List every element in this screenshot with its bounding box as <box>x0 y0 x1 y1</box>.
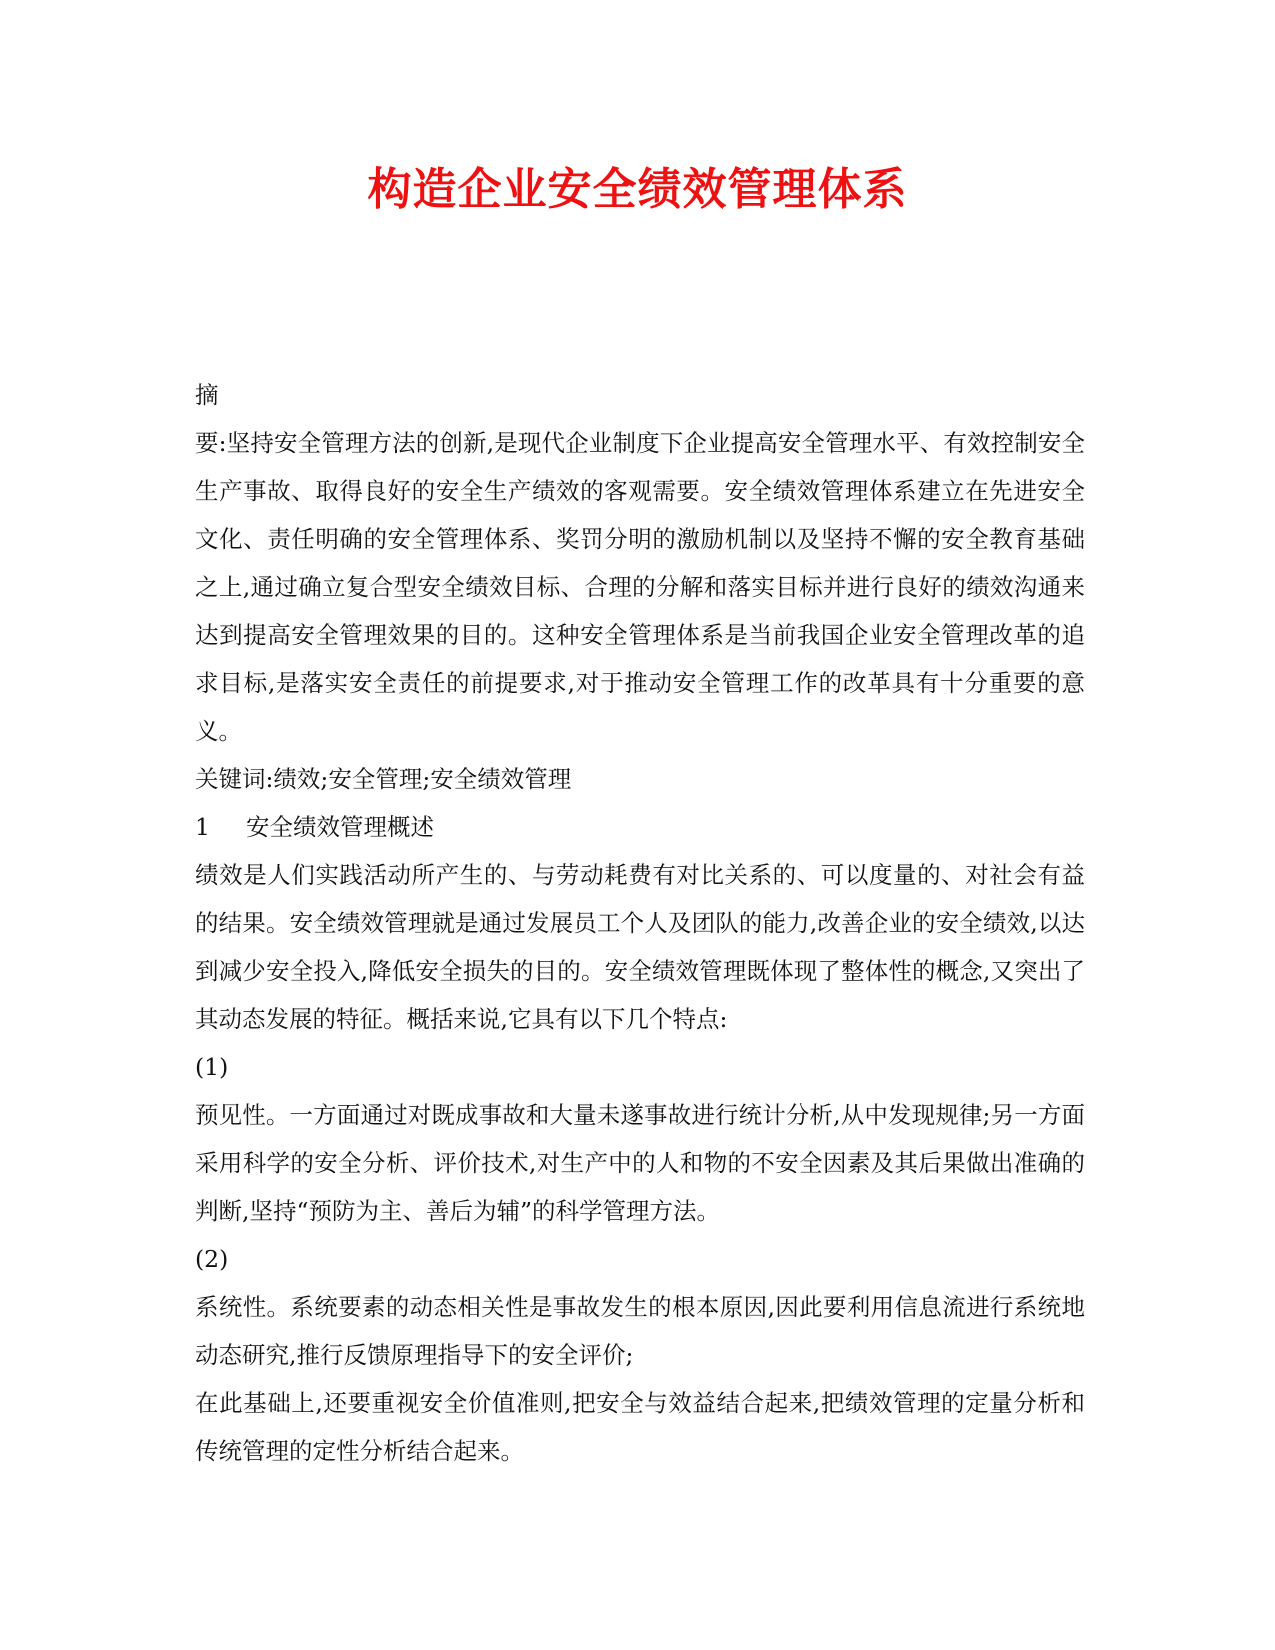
section-heading-text: 安全绩效管理概述 <box>246 813 434 841</box>
document-title: 构造企业安全绩效管理体系 <box>367 164 908 215</box>
item-1-text: 预见性。一方面通过对既成事故和大量未遂事故进行统计分析,从中发现规律;另一方面采用科学的安全分析、评价技术,对生产中的人和物的不安全因素及其后果做出准确的判断,坚持“预防为主、善后为辅”的科学管理方法。 <box>195 1101 1085 1225</box>
keywords-line: 关键词:绩效;安全管理;安全绩效管理 <box>195 765 572 793</box>
item-2-text: 系统性。系统要素的动态相关性是事故发生的根本原因,因此要利用信息流进行系统地动态研究,推行反馈原理指导下的安全评价; <box>195 1293 1085 1369</box>
abstract-label: 摘 <box>195 381 219 409</box>
section-heading-1 <box>195 803 1085 851</box>
item-1-marker: (1) <box>195 1053 229 1081</box>
abstract-body: 要:坚持安全管理方法的创新,是现代企业制度下企业提高安全管理水平、有效控制安全生产事故、取得良好的安全生产绩效的客观需要。安全绩效管理体系建立在先进安全文化、责任明确的安全管理体系、奖罚分明的激励机制以及坚持不懈的安全教育基础之上,通过确立复合型安全绩效目标、合理的分解和落实目标并进行良好的绩效沟通来达到提高安全管理效果的目的。这种安全管理体系是当前我国企业安全管理改革的追求目标,是落实安全责任的前提要求,对于推动安全管理工作的改革具有十分重要的意义。 <box>195 429 1085 745</box>
item-2-text-continued: 在此基础上,还要重视安全价值准则,把安全与效益结合起来,把绩效管理的定量分析和传统管理的定性分析结合起来。 <box>195 1389 1085 1465</box>
intro-paragraph: 绩效是人们实践活动所产生的、与劳动耗费有对比关系的、可以度量的、对社会有益的结果。安全绩效管理就是通过发展员工个人及团队的能力,改善企业的安全绩效,以达到减少安全投入,降低安全损失的目的。安全绩效管理既体现了整体性的概念,又突出了其动态发展的特征。概括来说,它具有以下几个特点: <box>195 861 1085 1033</box>
section-number: 1 <box>195 813 210 841</box>
item-2-marker: (2) <box>195 1245 229 1273</box>
document-body <box>195 371 1085 1475</box>
